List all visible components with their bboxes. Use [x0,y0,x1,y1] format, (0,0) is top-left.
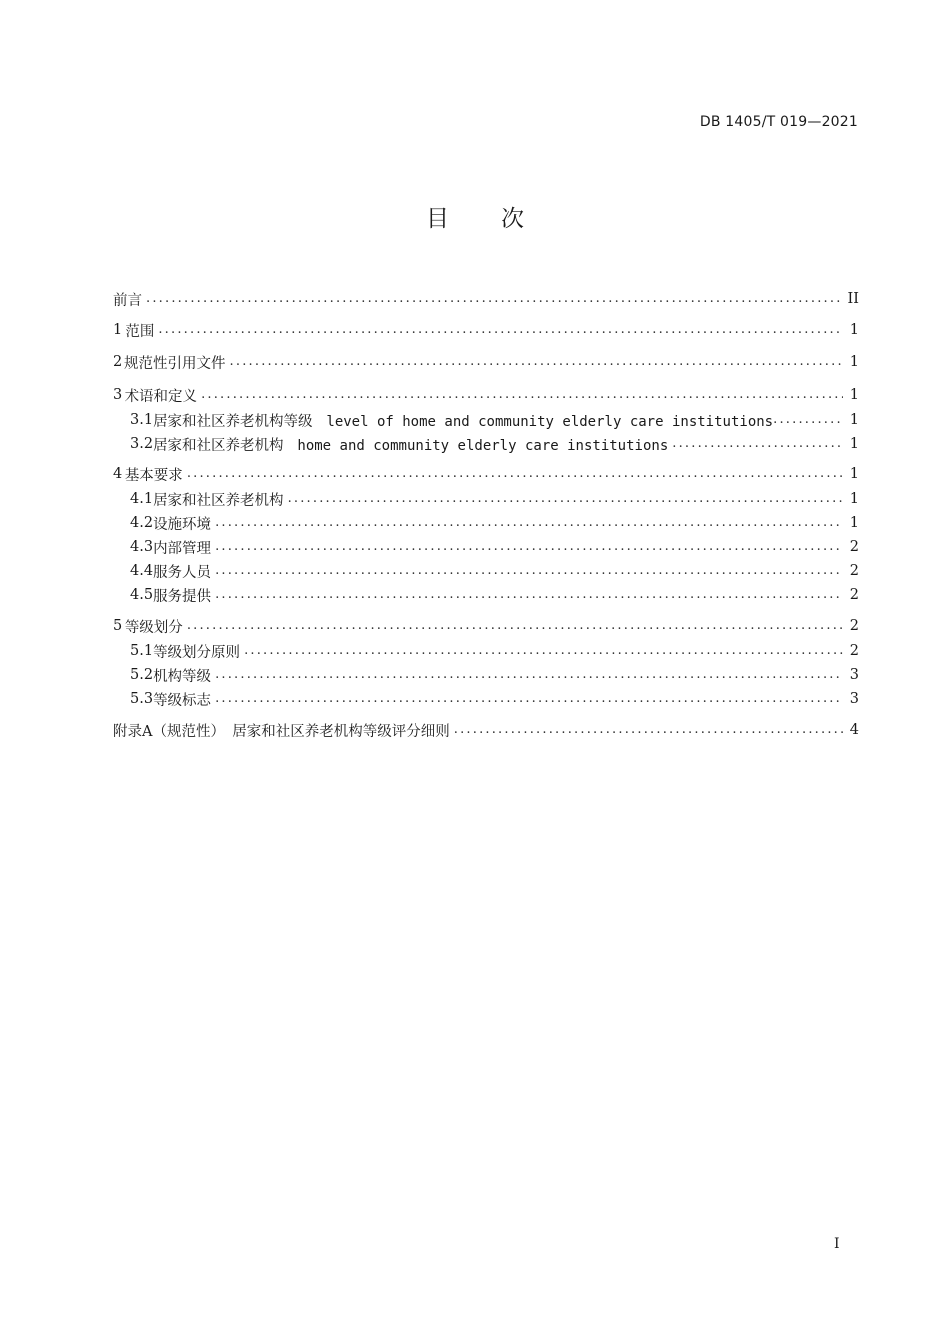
toc-entry-label: 服务提供 [153,588,212,605]
dot-leader [187,465,843,483]
dot-leader [215,666,843,684]
toc-entry-number: 4 [113,466,123,482]
toc-entry-number: 5.3 [130,691,154,707]
toc-entry-label: 等级划分 [124,619,183,636]
dot-leader [158,321,843,339]
dot-leader [244,642,843,660]
toc-entry-number: 4.4 [130,563,154,579]
toc-entry-page: 1 [849,466,859,482]
dot-leader [215,586,843,604]
toc-entry-label-en: level of home and community elderly care institutions [326,413,774,430]
toc-entry-page: 1 [849,412,859,428]
toc-entry-number: 3.2 [130,436,154,452]
dot-leader [454,721,843,739]
toc-entry-number: 4.1 [130,491,154,507]
document-code: DB 1405/T 019—2021 [699,114,858,130]
dot-leader [215,538,843,556]
toc-entry-page: 1 [849,491,859,507]
toc-entry-label: 规范性引用文件 [124,355,226,372]
toc-entry-3[interactable] [113,384,859,406]
toc-entry-4-1[interactable] [130,488,859,510]
toc-entry-page: 2 [849,643,859,659]
dot-leader [672,435,843,453]
dot-leader [215,690,843,708]
toc-entry-label: 居家和社区养老机构 home and community elderly care institutions [153,437,669,454]
toc-entry-label: 基本要求 [124,467,183,484]
toc-entry-page: 3 [849,667,859,683]
toc-entry-label: 等级划分原则 [153,644,241,661]
toc-entry-3-2[interactable] [130,433,859,455]
toc-entry-5-1[interactable] [130,640,859,662]
toc-entry-label: 机构等级 [153,668,212,685]
toc-entry-5-2[interactable] [130,664,859,686]
toc-entry-label: 范围 [125,323,155,340]
toc-entry-4-4[interactable] [130,560,859,582]
toc-entry-number: 3 [113,387,123,403]
toc-entry-number: 4.3 [130,539,154,555]
toc-entry-2[interactable] [113,351,859,373]
toc-entry-label: 等级标志 [153,692,212,709]
toc-entry-foreword[interactable] [113,288,859,310]
toc-entry-number: 4.5 [130,587,154,603]
toc-entry-label: 附录A（规范性） 居家和社区养老机构等级评分细则 [113,723,450,740]
toc-entry-page: II [847,291,859,307]
toc-entry-4[interactable] [113,463,859,485]
toc-entry-page: 2 [849,618,859,634]
toc-entry-page: 2 [849,539,859,555]
toc-entry-appendix-a[interactable] [113,719,859,741]
toc-entry-label-en: home and community elderly care institutions [297,437,669,454]
dot-leader [230,353,843,371]
dot-leader [201,386,843,404]
page-title [0,200,950,233]
toc-entry-page: 1 [849,354,859,370]
toc-entry-label: 前言 [113,292,142,309]
toc-entry-page: 2 [849,587,859,603]
toc-entry-page: 1 [849,322,859,338]
toc-entry-number: 5.2 [130,667,154,683]
toc-entry-page: 2 [849,563,859,579]
dot-leader [773,411,843,429]
title-char-1: 目 [426,206,449,232]
dot-leader [215,514,843,532]
toc-entry-number: 4.2 [130,515,154,531]
toc-entry-5[interactable] [113,615,859,637]
toc-entry-number: 3.1 [130,412,154,428]
toc-entry-page: 1 [849,387,859,403]
toc-entry-4-2[interactable] [130,512,859,534]
toc-entry-label: 服务人员 [153,564,212,581]
toc-entry-page: 4 [849,722,859,738]
toc-entry-5-3[interactable] [130,688,859,710]
toc-entry-page: 1 [849,515,859,531]
toc-entry-label: 设施环境 [153,516,212,533]
dot-leader [146,290,842,308]
toc-entry-3-1[interactable] [130,409,859,431]
title-char-2: 次 [501,206,524,232]
toc-entry-number: 2 [113,354,123,370]
toc-entry-number: 1 [113,322,123,338]
toc-entry-label: 居家和社区养老机构 [153,492,284,509]
dot-leader [187,617,843,635]
page-number: I [834,1236,840,1252]
toc-entry-label: 术语和定义 [124,388,198,405]
toc-entry-label: 居家和社区养老机构等级 level of home and community elderly care institutions [153,413,774,430]
toc-entry-4-5[interactable] [130,584,859,606]
dot-leader [288,490,843,508]
toc-entry-number: 5 [113,618,123,634]
toc-entry-1[interactable] [113,319,859,341]
toc-entry-number: 5.1 [130,643,154,659]
toc-entry-label: 内部管理 [153,540,212,557]
toc-entry-page: 1 [849,436,859,452]
dot-leader [215,562,843,580]
toc-entry-page: 3 [849,691,859,707]
toc-entry-4-3[interactable] [130,536,859,558]
